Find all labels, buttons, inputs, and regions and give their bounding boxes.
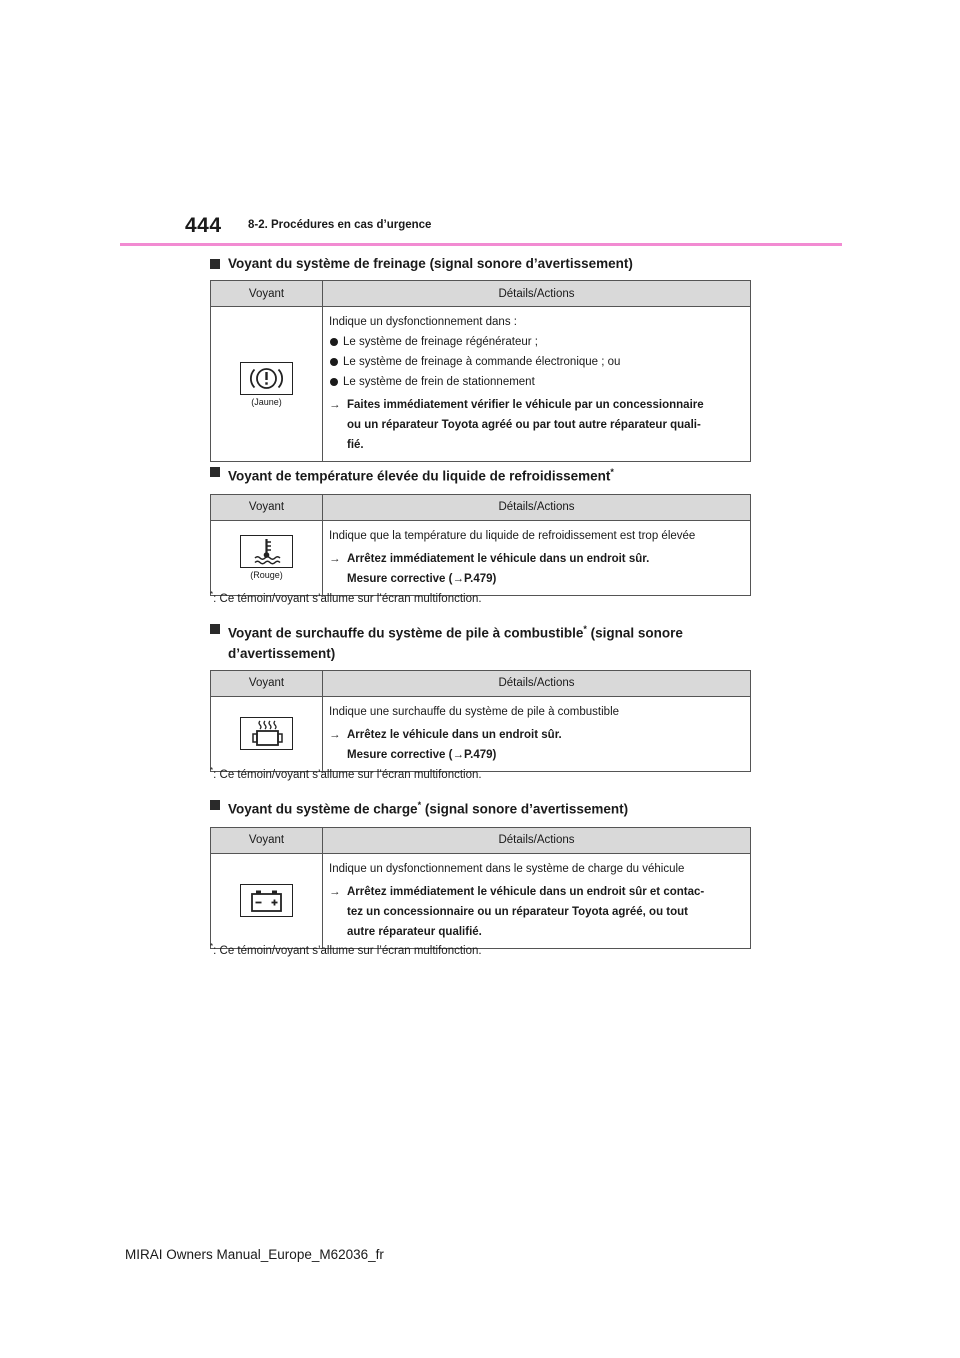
column-header-details: Détails/Actions [323, 281, 751, 307]
battery-charge-icon [240, 884, 293, 917]
square-bullet-icon [210, 467, 220, 477]
document-footer: MIRAI Owners Manual_Europe_M62036_fr [125, 1247, 384, 1262]
column-header-details: Détails/Actions [323, 827, 751, 853]
column-header-voyant: Voyant [211, 827, 323, 853]
page-number: 444 [185, 214, 222, 237]
indicator-cell [211, 307, 323, 462]
indicator-color-caption: (Rouge) [250, 570, 283, 580]
action-text-line: Mesure corrective (→P.479) [347, 748, 497, 761]
column-header-voyant: Voyant [211, 494, 323, 520]
column-header-voyant: Voyant [211, 281, 323, 307]
coolant-temperature-icon [240, 535, 293, 568]
indicator-cell [211, 853, 323, 948]
square-bullet-icon [210, 259, 220, 269]
action-text-line: ou un réparateur Toyota agréé ou par tout autre réparateur quali- [347, 419, 701, 431]
table-row [211, 853, 751, 948]
square-bullet-icon [210, 624, 220, 634]
details-cell [323, 520, 751, 595]
section-fuel-cell-warning [210, 619, 750, 772]
section-heading: Voyant de température élevée du liquide de refroidissement* [210, 462, 750, 487]
warning-table [210, 494, 751, 596]
footnote: *: Ce témoin/voyant s’allume sur l’écran multifonction. [210, 942, 482, 957]
section-heading: Voyant de surchauffe du système de pile à combustible* (signal sonore d’avertissement) [210, 619, 750, 664]
column-header-details: Détails/Actions [323, 494, 751, 520]
chapter-title: 8-2. Procédures en cas d’urgence [248, 219, 432, 231]
warning-table [210, 670, 751, 772]
table-header-row [211, 281, 751, 307]
detail-intro: Indique un dysfonctionnement dans : [329, 316, 517, 328]
table-header-row [211, 494, 751, 520]
footnote: *: Ce témoin/voyant s’allume sur l’écran multifonction. [210, 590, 482, 605]
action-text: → Arrêtez immédiatement le véhicule dans un endroit sûr. [329, 549, 744, 569]
footnote: *: Ce témoin/voyant s’allume sur l’écran multifonction. [210, 766, 482, 781]
brake-warning-icon [240, 362, 293, 395]
table-header-row [211, 670, 751, 696]
indicator-cell [211, 696, 323, 771]
action-text: → Arrêtez immédiatement le véhicule dans un endroit sûr et contac- [329, 882, 744, 902]
fuel-cell-overheat-icon [240, 717, 293, 750]
action-text: → Faites immédiatement vérifier le véhicule par un concessionnaire [329, 395, 744, 415]
section-charge-warning [210, 795, 750, 949]
details-cell [323, 307, 751, 462]
detail-intro: Indique un dysfonctionnement dans le système de charge du véhicule [329, 862, 685, 875]
action-text: → Arrêtez le véhicule dans un endroit sûr. [329, 725, 744, 745]
arrow-icon: → [329, 885, 341, 898]
detail-intro: Indique une surchauffe du système de pile à combustible [329, 705, 620, 718]
header-divider [120, 243, 842, 246]
warning-table [210, 827, 751, 949]
square-bullet-icon [210, 800, 220, 810]
section-heading: Voyant du système de charge* (signal sonore d’avertissement) [210, 795, 750, 820]
table-row [211, 520, 751, 595]
arrow-icon: → [329, 552, 341, 565]
warning-table [210, 280, 751, 462]
detail-intro: Indique que la température du liquide de refroidissement est trop élevée [329, 529, 696, 542]
table-row [211, 307, 751, 462]
column-header-details: Détails/Actions [323, 670, 751, 696]
action-text-line: Mesure corrective (→P.479) [347, 572, 497, 585]
column-header-voyant: Voyant [211, 670, 323, 696]
section-brake-warning [210, 254, 750, 462]
action-text-line: tez un concessionnaire ou un réparateur Toyota agréé, ou tout [347, 905, 689, 918]
bullet-item: Le système de freinage à commande électronique ; ou [329, 352, 744, 372]
section-heading: Voyant du système de freinage (signal sonore d’avertissement) [210, 254, 750, 274]
action-text-line: autre réparateur qualifié. [347, 925, 482, 938]
indicator-color-caption: (Jaune) [251, 396, 282, 407]
details-cell [323, 696, 751, 771]
table-row [211, 696, 751, 771]
details-cell [323, 853, 751, 948]
section-coolant-warning [210, 462, 750, 596]
action-text-line: fié. [347, 439, 364, 451]
arrow-icon: → [329, 399, 341, 411]
bullet-item: Le système de freinage régénérateur ; [329, 332, 744, 352]
arrow-icon: → [329, 728, 341, 741]
table-header-row [211, 827, 751, 853]
bullet-item: Le système de frein de stationnement [329, 372, 744, 392]
indicator-cell [211, 520, 323, 595]
